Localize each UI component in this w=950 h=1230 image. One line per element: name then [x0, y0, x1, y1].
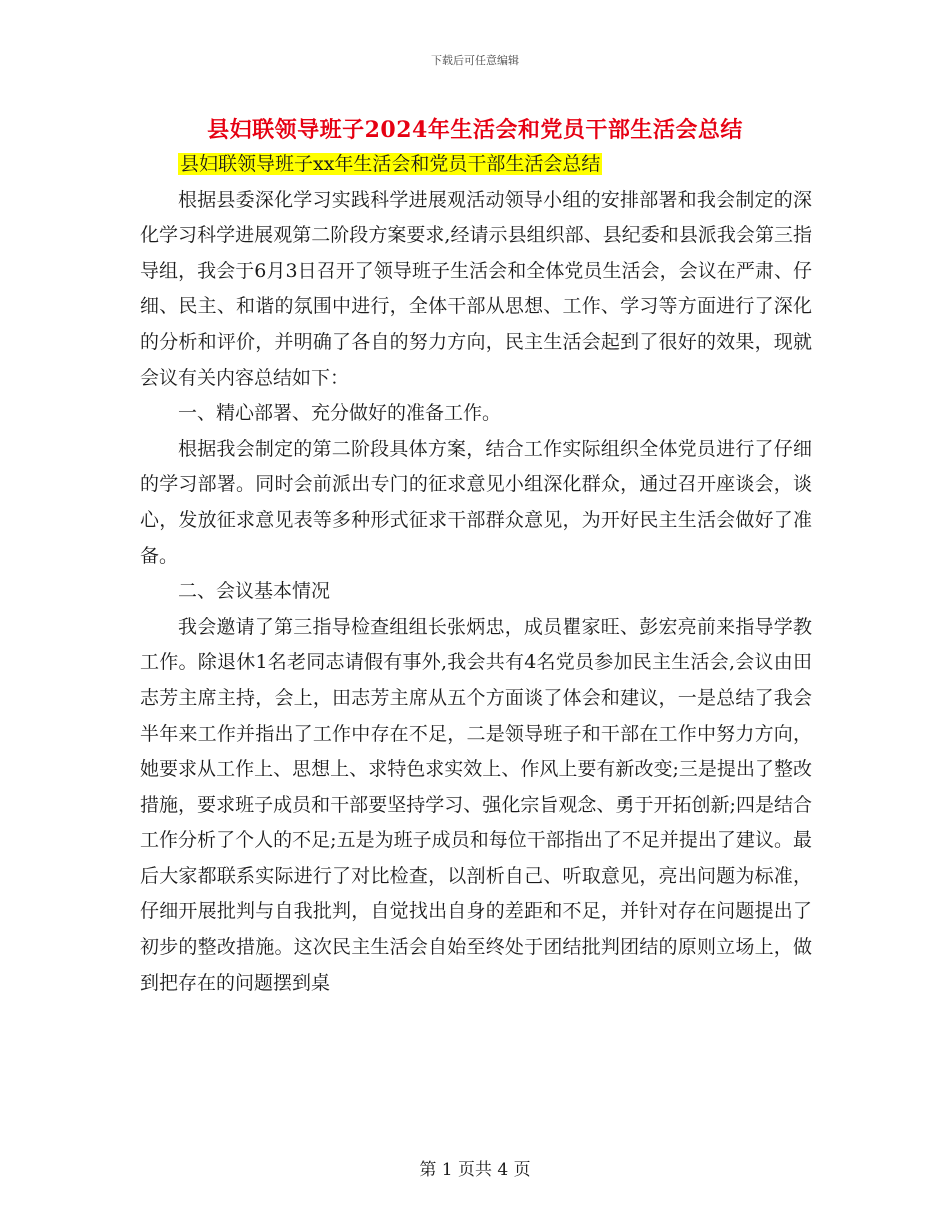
paragraph-meeting: 我会邀请了第三指导检查组组长张炳忠，成员瞿家旺、彭宏亮前来指导学教工作。除退休1名老同志请假有事外,我会共有4名党员参加民主生活会,会议由田志芳主席主持，会上，田志芳主席从五个方面谈了体会和建议，一是总结了我会半年来工作并指出了工作中存在不足，二是领导班子和干部在工作中努力方向，她要求从工作上、思想上、求特色求实效上、作风上要有新改变;三是提出了整改措施，要求班子成员和干部要坚持学习、强化宗旨观念、勇于开拓创新;四是结合工作分析了个人的不足;五是为班子成员和每位干部指出了不足并提出了建议。最后大家都联系实际进行了对比检查，以剖析自己、听取意见，亮出问题为标准，仔细开展批判与自我批判，自觉找出自身的差距和不足，并针对存在问题提出了初步的整改措施。这次民主生活会自始至终处于团结批判团结的原则立场上，做到把存在的问题摆到桌: [140, 615, 812, 994]
paragraph-intro: 根据县委深化学习实践科学进展观活动领导小组的安排部署和我会制定的深化学习科学进展观第二阶段方案要求,经请示县组织部、县纪委和县派我会第三指导组，我会于6月3日召开了领导班子生活会和全体党员生活会，会议在严肃、仔细、民主、和谐的氛围中进行，全体干部从思想、工作、学习等方面进行了深化的分析和评价，并明确了各自的努力方向，民主生活会起到了很好的效果，现就会议有关内容总结如下：: [140, 188, 812, 389]
header-note: 下载后可任意编辑: [431, 54, 519, 67]
highlighted-subtitle: 县妇联领导班子xx年生活会和党员干部生活会总结: [180, 153, 601, 175]
paragraph-preparation: 根据我会制定的第二阶段具体方案，结合工作实际组织全体党员进行了仔细的学习部署。同时会前派出专门的征求意见小组深化群众，通过召开座谈会，谈心，发放征求意见表等多种形式征求干部群众意见，为开好民主生活会做好了准备。: [140, 437, 812, 567]
subtitle-line: [140, 147, 812, 183]
section-heading-2: 二、会议基本情况: [178, 580, 331, 603]
section-heading-1: 一、精心部署、充分做好的准备工作。: [178, 402, 502, 425]
document-title: 县妇联领导班子2024年生活会和党员干部生活会总结: [207, 117, 743, 143]
document-body: [140, 147, 812, 1001]
page-footer: 第 1 页共 4 页: [419, 1160, 531, 1180]
